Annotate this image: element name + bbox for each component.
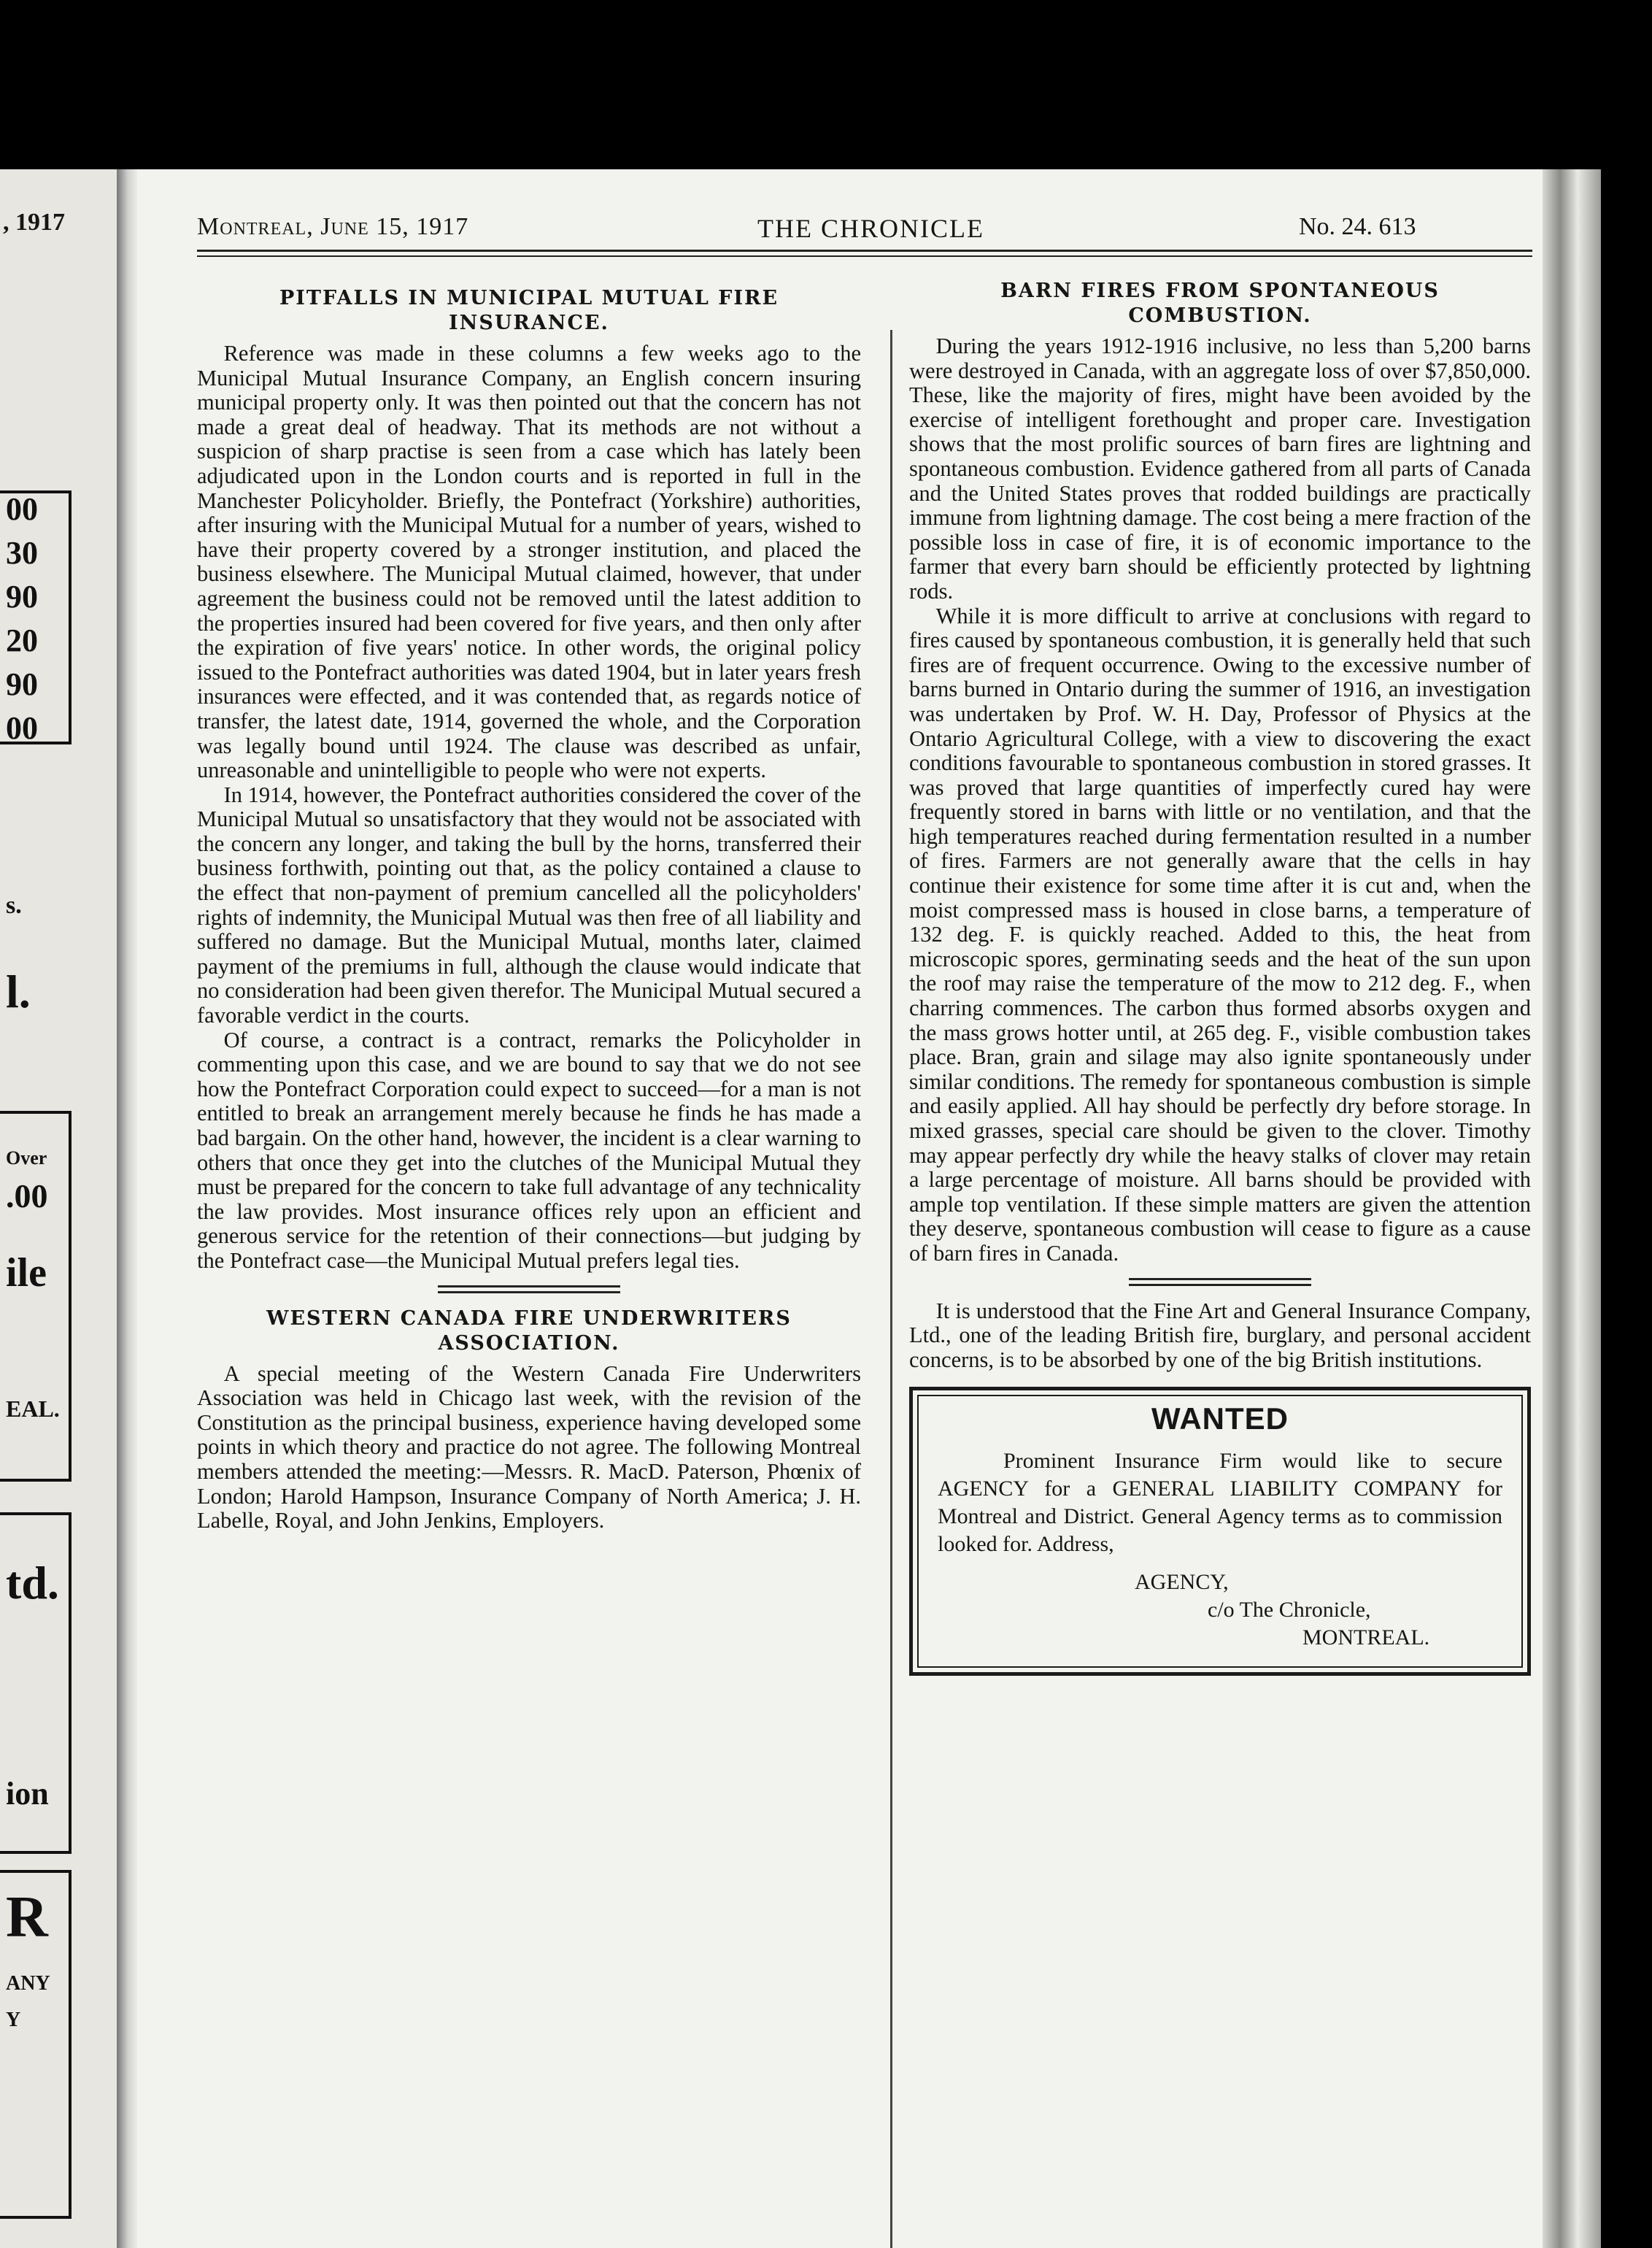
adjacent-fragment: s. xyxy=(6,892,22,919)
article-paragraph: While it is more difficult to arrive at conclusions with regard to fires caused by spontaneous combustion, it is generally held that such fires are of frequent occurrence. Owing to the excessive number of barns burned in Ontario during the summer of 1916, an investigation was undertaken by Prof. W. H. Day, Professor of Physics at the Ontario Agricultural College, with a view to discovering the exact conditions favourable to spontaneous combustion in stored grasses. It was proved that large quantities of imperfectly cured hay were frequently stored in barns with little or no ventilation, and that the high temperatures reached during fermentation resulted in a number of fires. Farmers are not generally aware that the cells in hay continue their existence for some time after it is cut and, when the moist compressed mass is housed in close barns, a temperature of 132 deg. F. is quickly reached. Added to this, the heat from microscopic spores, germinating seeds and the heat of the sun upon the roof may raise the temperature of the mow to 212 deg. F., when charring commences. The carbon thus formed absorbs oxygen and the mass grows hotter until, at 265 deg. F., visible combustion takes place. Bran, grain and silage may also ignite spontaneously under similar conditions. The remedy for spontaneous combustion is simple and easily applied. All hay should be perfectly dry before storage. In mixed grasses, special care should be given to the clover. Timothy may appear perfectly dry while the heavy stalks of clover may retain a large percentage of moisture. All barns should be provided with ample top ventilation. If these simple matters are given the attention they deserve, spontaneous combustion will cease to figure as a cause of barn fires in Canada. xyxy=(909,603,1531,1266)
adjacent-ad-box xyxy=(0,1512,72,1854)
book-gutter xyxy=(117,169,139,2248)
section-divider xyxy=(1129,1278,1311,1286)
adjacent-fragment: ile xyxy=(6,1250,47,1296)
adjacent-fragment: 90 xyxy=(6,579,38,615)
address-line: MONTREAL. xyxy=(1302,1625,1430,1650)
address-line: AGENCY, xyxy=(1135,1569,1229,1594)
wanted-heading: WANTED xyxy=(1151,1401,1289,1436)
article-title-barn-fires: BARN FIRES FROM SPONTANEOUS COMBUSTION. xyxy=(1000,280,1440,327)
column-divider xyxy=(890,330,892,2248)
header-dateline: Montreal, June 15, 1917 xyxy=(197,213,469,240)
article-paragraph: Of course, a contract is a contract, remarks the Policyholder in commenting upon this case, and we are bound to say that we do not see how the Pontefract Corporation could expect to succeed—for a man is not entitled to break an arrangement merely because he finds he has made a bad bargain. On the other hand, however, the incident is a clear warning to others that once they get into the clutches of the Municipal Mutual they must be prepared for the concern to take full advantage of any technicality the law provides. Most insurance offices rely upon an efficient and generous service for the retention of their connections—but judging by the Pontefract case—the Municipal Mutual prefers legal ties. xyxy=(197,1027,861,1273)
header-issue-page: No. 24. 613 xyxy=(1299,213,1416,240)
notice-fine-art: It is understood that the Fine Art and General Insurance Company, Ltd., one of the leading British fire, burglary, and personal accident concerns, is to be absorbed by one of the big British institutions. xyxy=(909,1298,1531,1372)
adjacent-fragment: Y xyxy=(6,2009,21,2031)
right-column xyxy=(909,279,1531,1676)
adjacent-fragment: 90 xyxy=(6,666,38,702)
newspaper-page xyxy=(137,169,1543,2248)
adjacent-ad-box xyxy=(0,1111,72,1482)
adjacent-fragment: .00 xyxy=(6,1177,48,1215)
adjacent-page-date: , 1917 xyxy=(3,209,65,236)
page-stack-edge xyxy=(1543,169,1601,2248)
article-title-western: WESTERN CANADA FIRE UNDERWRITERS ASSOCIATION. xyxy=(266,1306,792,1355)
adjacent-fragment: EAL. xyxy=(6,1396,60,1422)
adjacent-fragment: 30 xyxy=(6,535,38,571)
adjacent-fragment: Over xyxy=(6,1147,47,1169)
article-paragraph: A special meeting of the Western Canada Fire Underwriters Association was held in Chicago last week, with the revision of the Constitution as the principal business, experience having developed some points in which theory and practice do not agree. The following Montreal members attended the meeting:—Messrs. R. MacD. Paterson, Phœnix of London; Harold Hampson, Insurance Company of North America; J. H. Labelle, Royal, and John Jenkins, Employers. xyxy=(197,1360,861,1533)
header-rule xyxy=(197,255,1532,257)
adjacent-ad-box xyxy=(0,490,72,744)
article-paragraph: In 1914, however, the Pontefract authorities considered the cover of the Municipal Mutual so unsatisfactory that they would not be associated with the concern any longer, and taking the bull by the horns, transferred their business forthwith, pointing out that, as the policy contained a clause to the effect that non-payment of premium cancelled all the policyholders' rights of indemnity, the Municipal Mutual was then free of all liability and suffered no damage. But the Municipal Mutual, months later, claimed payment of the premiums in full, although the clause would indicate that no consideration had been given therefor. The Municipal Mutual secured a favorable verdict in the courts. xyxy=(197,782,861,1028)
section-divider xyxy=(438,1285,620,1293)
article-paragraph: During the years 1912-1916 inclusive, no less than 5,200 barns were destroyed in Canada, with an aggregate loss of over $7,850,000. These, like the majority of fires, might have been avoided by the exercise of intelligent forethought and proper care. Investigation shows that the most prolific sources of barn fires are lightning and spontaneous combustion. Evidence gathered from all parts of Canada and the United States proves that rodded buildings are practically immune from lightning damage. The cost being a mere fraction of the possible loss in case of fire, it is of economic importance to the farmer that every barn should be efficiently protected by lightning rods. xyxy=(909,334,1531,604)
page-header xyxy=(197,213,1534,254)
adjacent-fragment: 20 xyxy=(6,623,38,658)
adjacent-fragment: ANY xyxy=(6,1972,50,1995)
adjacent-fragment: td. xyxy=(6,1557,59,1609)
header-rule xyxy=(197,250,1532,252)
adjacent-fragment: 00 xyxy=(6,491,38,527)
wanted-address xyxy=(938,1568,1502,1652)
address-line: c/o The Chronicle, xyxy=(1208,1597,1371,1622)
wanted-advertisement-inner xyxy=(917,1395,1523,1668)
adjacent-fragment: ion xyxy=(6,1776,49,1812)
left-column xyxy=(197,286,861,1533)
adjacent-fragment: 00 xyxy=(6,710,38,746)
adjacent-fragment: R xyxy=(6,1885,48,1949)
adjacent-fragment: l. xyxy=(6,966,31,1017)
article-title-pitfalls: PITFALLS IN MUNICIPAL MUTUAL FIRE INSURANCE. xyxy=(279,287,779,334)
adjacent-ad-box xyxy=(0,1870,72,2219)
article-paragraph: Reference was made in these columns a few weeks ago to the Municipal Mutual Insurance Company, an English concern insuring municipal property only. It was then pointed out that the concern has not made a great deal of headway. That its methods are not without a suspicion of sharp practise is seen from a case which has lately been adjudicated upon in the London courts and is reported in full in the Manchester Policyholder. Briefly, the Pontefract (Yorkshire) authorities, after insuring with the Municipal Mutual for a number of years, wished to have their property covered by a stronger institution, and placed the business elsewhere. The Municipal Mutual claimed, however, that under agreement the business could not be removed until the latest addition to the properties insured had been covered for five years, and then only after the expiration of five years' notice. In other words, the original policy issued to the Pontefract authorities was dated 1904, but in later years fresh insurances were effected, and it was contended that, as regards notice of transfer, the latest date, 1914, governed the whole, and the Corporation was legally bound until 1924. The clause was described as unfair, unreasonable and unintelligible to people who were not experts. xyxy=(197,341,861,783)
header-publication-title: THE CHRONICLE xyxy=(757,214,984,243)
adjacent-page-strip xyxy=(0,169,117,2248)
wanted-advertisement xyxy=(909,1387,1531,1676)
wanted-body: Prominent Insurance Firm would like to secure AGENCY for a GENERAL LIABILITY COMPANY for Montreal and District. General Agency terms as to commission looked for. Address, xyxy=(938,1448,1502,1556)
